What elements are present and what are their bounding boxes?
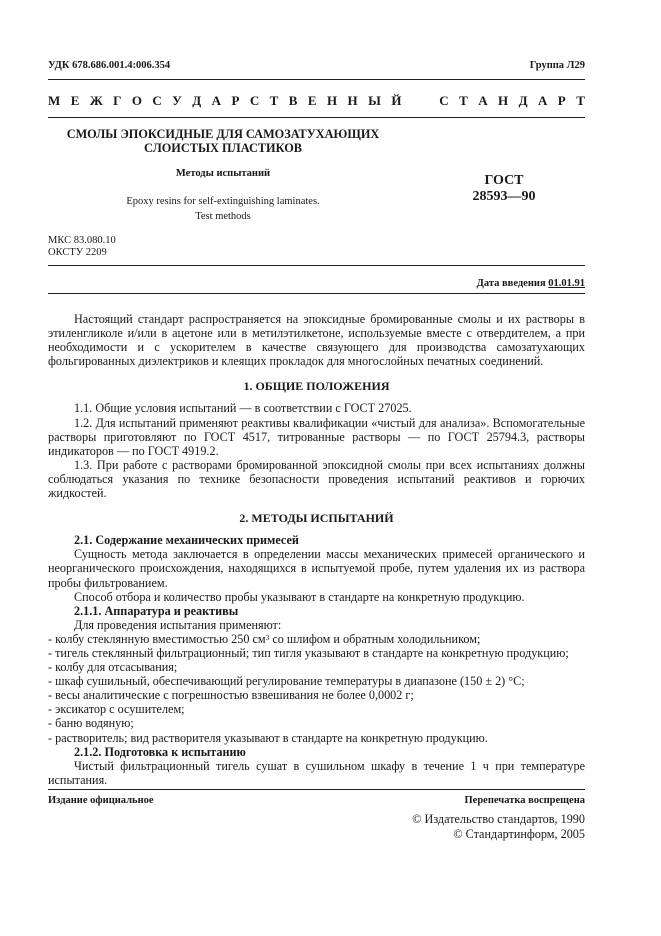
clause-2-1-2-paragraph-1: Чистый фильтрационный тигель сушат в сушильном шкафу в течение 1 ч при температуре испытания. <box>48 758 585 787</box>
document-subtitle: Методы испытаний <box>175 168 271 179</box>
banner-letter: А <box>478 93 488 108</box>
copyright-2005: © Стандартинформ, 2005 <box>453 826 585 841</box>
classification-codes <box>48 235 116 259</box>
list-item-crucible: - тигель стеклянный фильтрационный; тип тигля указывают в стандарте на конкретную продукцию; <box>48 645 569 660</box>
banner-letter: Ж <box>89 93 103 108</box>
gost-designation <box>452 173 556 205</box>
clause-2-1-1-lead: Для проведения испытания применяют: <box>74 617 282 632</box>
banner-gap <box>426 93 429 109</box>
banner-letter: В <box>288 93 298 108</box>
banner-letter: Н <box>498 93 509 108</box>
footer-rule <box>48 789 585 790</box>
title-line-1: СМОЛЫ ЭПОКСИДНЫЕ ДЛЯ САМОЗАТУХАЮЩИХ <box>66 127 380 141</box>
introduction-date <box>477 278 585 289</box>
introduction-date-value: 01.01.91 <box>548 278 585 289</box>
top-rule <box>48 79 585 80</box>
clause-1-2: 1.2. Для испытаний применяют реактивы квалификации «чистый для анализа». Вспомогательные растворы приготовляют по ГОСТ 4517, титрованные растворы — по ГОСТ 25794.3, растворы индикаторов — по ГОСТ 4919.2. <box>48 415 585 458</box>
list-item-scales: - весы аналитические с погрешностью взвешивания не более 0,0002 г; <box>48 688 414 703</box>
banner-letter: Т <box>459 93 468 108</box>
udk-code: УДК 678.686.001.4:006.354 <box>48 60 171 71</box>
date-rule <box>48 293 585 294</box>
banner-letter: Д <box>192 93 202 108</box>
banner-letter: У <box>172 93 182 108</box>
list-item-drying-oven: - шкаф сушильный, обеспечивающий регулирование температуры в диапазоне (150 ± 2) °С; <box>48 674 525 689</box>
banner-letter: А <box>537 93 548 108</box>
english-title-line-1: Epoxy resins for self-extinguishing laminates. <box>126 196 320 207</box>
intro-paragraph: Настоящий стандарт распространяется на эпоксидные бромированные смолы и их растворы в этиленгликоле и/или в ацетоне или в метилэтилкетоне, используемые вместе с отвердителем, а при необходимости и с ускорителем в качестве связующего для производства самозатухающих фольгированных диэлектриков и клеящих прокладок для многослойных печатных соединений. <box>48 312 585 369</box>
banner-letter: Р <box>231 93 240 108</box>
clause-1-3: 1.3. При работе с растворами бромированной эпоксидной смолы при всех испытаниях должны соблюдаться указания по технике безопасности проведения испытаний реактивов и горючих жидкостей. <box>48 457 585 501</box>
clause-1-1: 1.1. Общие условия испытаний — в соответствии с ГОСТ 27025. <box>74 401 412 416</box>
banner-letter: А <box>211 93 221 108</box>
reprint-prohibited-label: Перепечатка воспрещена <box>464 795 585 806</box>
banner-letter: С <box>249 93 260 108</box>
mks-code: МКС 83.080.10 <box>48 235 116 246</box>
list-item-desiccator: - эксикатор с осушителем; <box>48 702 185 717</box>
document-title <box>48 127 398 155</box>
gost-label: ГОСТ <box>484 173 524 188</box>
group-code: Группа Л29 <box>529 60 585 71</box>
official-edition-label: Издание официальное <box>48 795 154 806</box>
banner-letter: Т <box>269 93 279 108</box>
clause-2-1-paragraph-1: Сущность метода заключается в определении массы механических примесей органического и неорганического происхождения, находящихся в испытуемой пробе, путем удаления их из раствора пробы фильтрованием. <box>48 547 585 590</box>
banner-letter: Й <box>391 93 402 108</box>
banner-letter: С <box>152 93 162 108</box>
banner-letter: Е <box>70 93 80 108</box>
banner-letter: Н <box>347 93 358 108</box>
clause-2-1-paragraph-2: Способ отбора и количество пробы указывают в стандарте на конкретную продукцию. <box>74 589 525 604</box>
banner-letter: Р <box>557 93 566 108</box>
banner-letter: О <box>131 93 142 108</box>
banner-letter: С <box>439 93 449 108</box>
title-line-2: СЛОИСТЫХ ПЛАСТИКОВ <box>144 141 302 155</box>
document-page <box>48 0 585 936</box>
english-title <box>48 194 398 224</box>
oksu-code: ОКСТУ 2209 <box>48 247 107 258</box>
gost-number: 28593—90 <box>472 189 536 204</box>
clause-2-1-1-heading: 2.1.1. Аппаратура и реактивы <box>74 603 239 618</box>
clause-2-1-2-heading: 2.1.2. Подготовка к испытанию <box>74 744 246 759</box>
section-1-heading: 1. ОБЩИЕ ПОЛОЖЕНИЯ <box>243 379 390 394</box>
copyright-block <box>412 812 585 841</box>
banner-rule <box>48 117 585 118</box>
banner-letter: Г <box>113 93 122 108</box>
banner-letter: Д <box>518 93 528 108</box>
list-item-flask: - колбу стеклянную вместимостью 250 $см^3$ со шлифом и обратным холодильником; <box>48 631 481 646</box>
list-item-suction-flask: - колбу для отсасывания; <box>48 660 178 675</box>
banner-letter: М <box>48 93 61 108</box>
copyright-1990: © Издательство стандартов, 1990 <box>412 812 585 826</box>
introduction-date-label: Дата введения <box>476 278 549 289</box>
list-item-solvent: - растворитель; вид растворителя указывают в стандарте на конкретную продукцию. <box>48 730 488 745</box>
banner-letter: Е <box>307 93 317 108</box>
list-item-water-bath: - баню водяную; <box>48 716 134 731</box>
banner-letter: Н <box>326 93 338 108</box>
document-body <box>48 312 585 787</box>
interstate-standard-banner <box>48 93 585 109</box>
section-2-heading: 2. МЕТОДЫ ИСПЫТАНИЙ <box>239 511 394 526</box>
clause-2-1-heading: 2.1. Содержание механических примесей <box>74 533 299 548</box>
banner-gap <box>412 93 415 109</box>
banner-letter: Т <box>576 93 585 108</box>
banner-letter: Ы <box>368 93 381 108</box>
codes-rule <box>48 265 585 266</box>
english-title-line-2: Test methods <box>195 211 251 222</box>
